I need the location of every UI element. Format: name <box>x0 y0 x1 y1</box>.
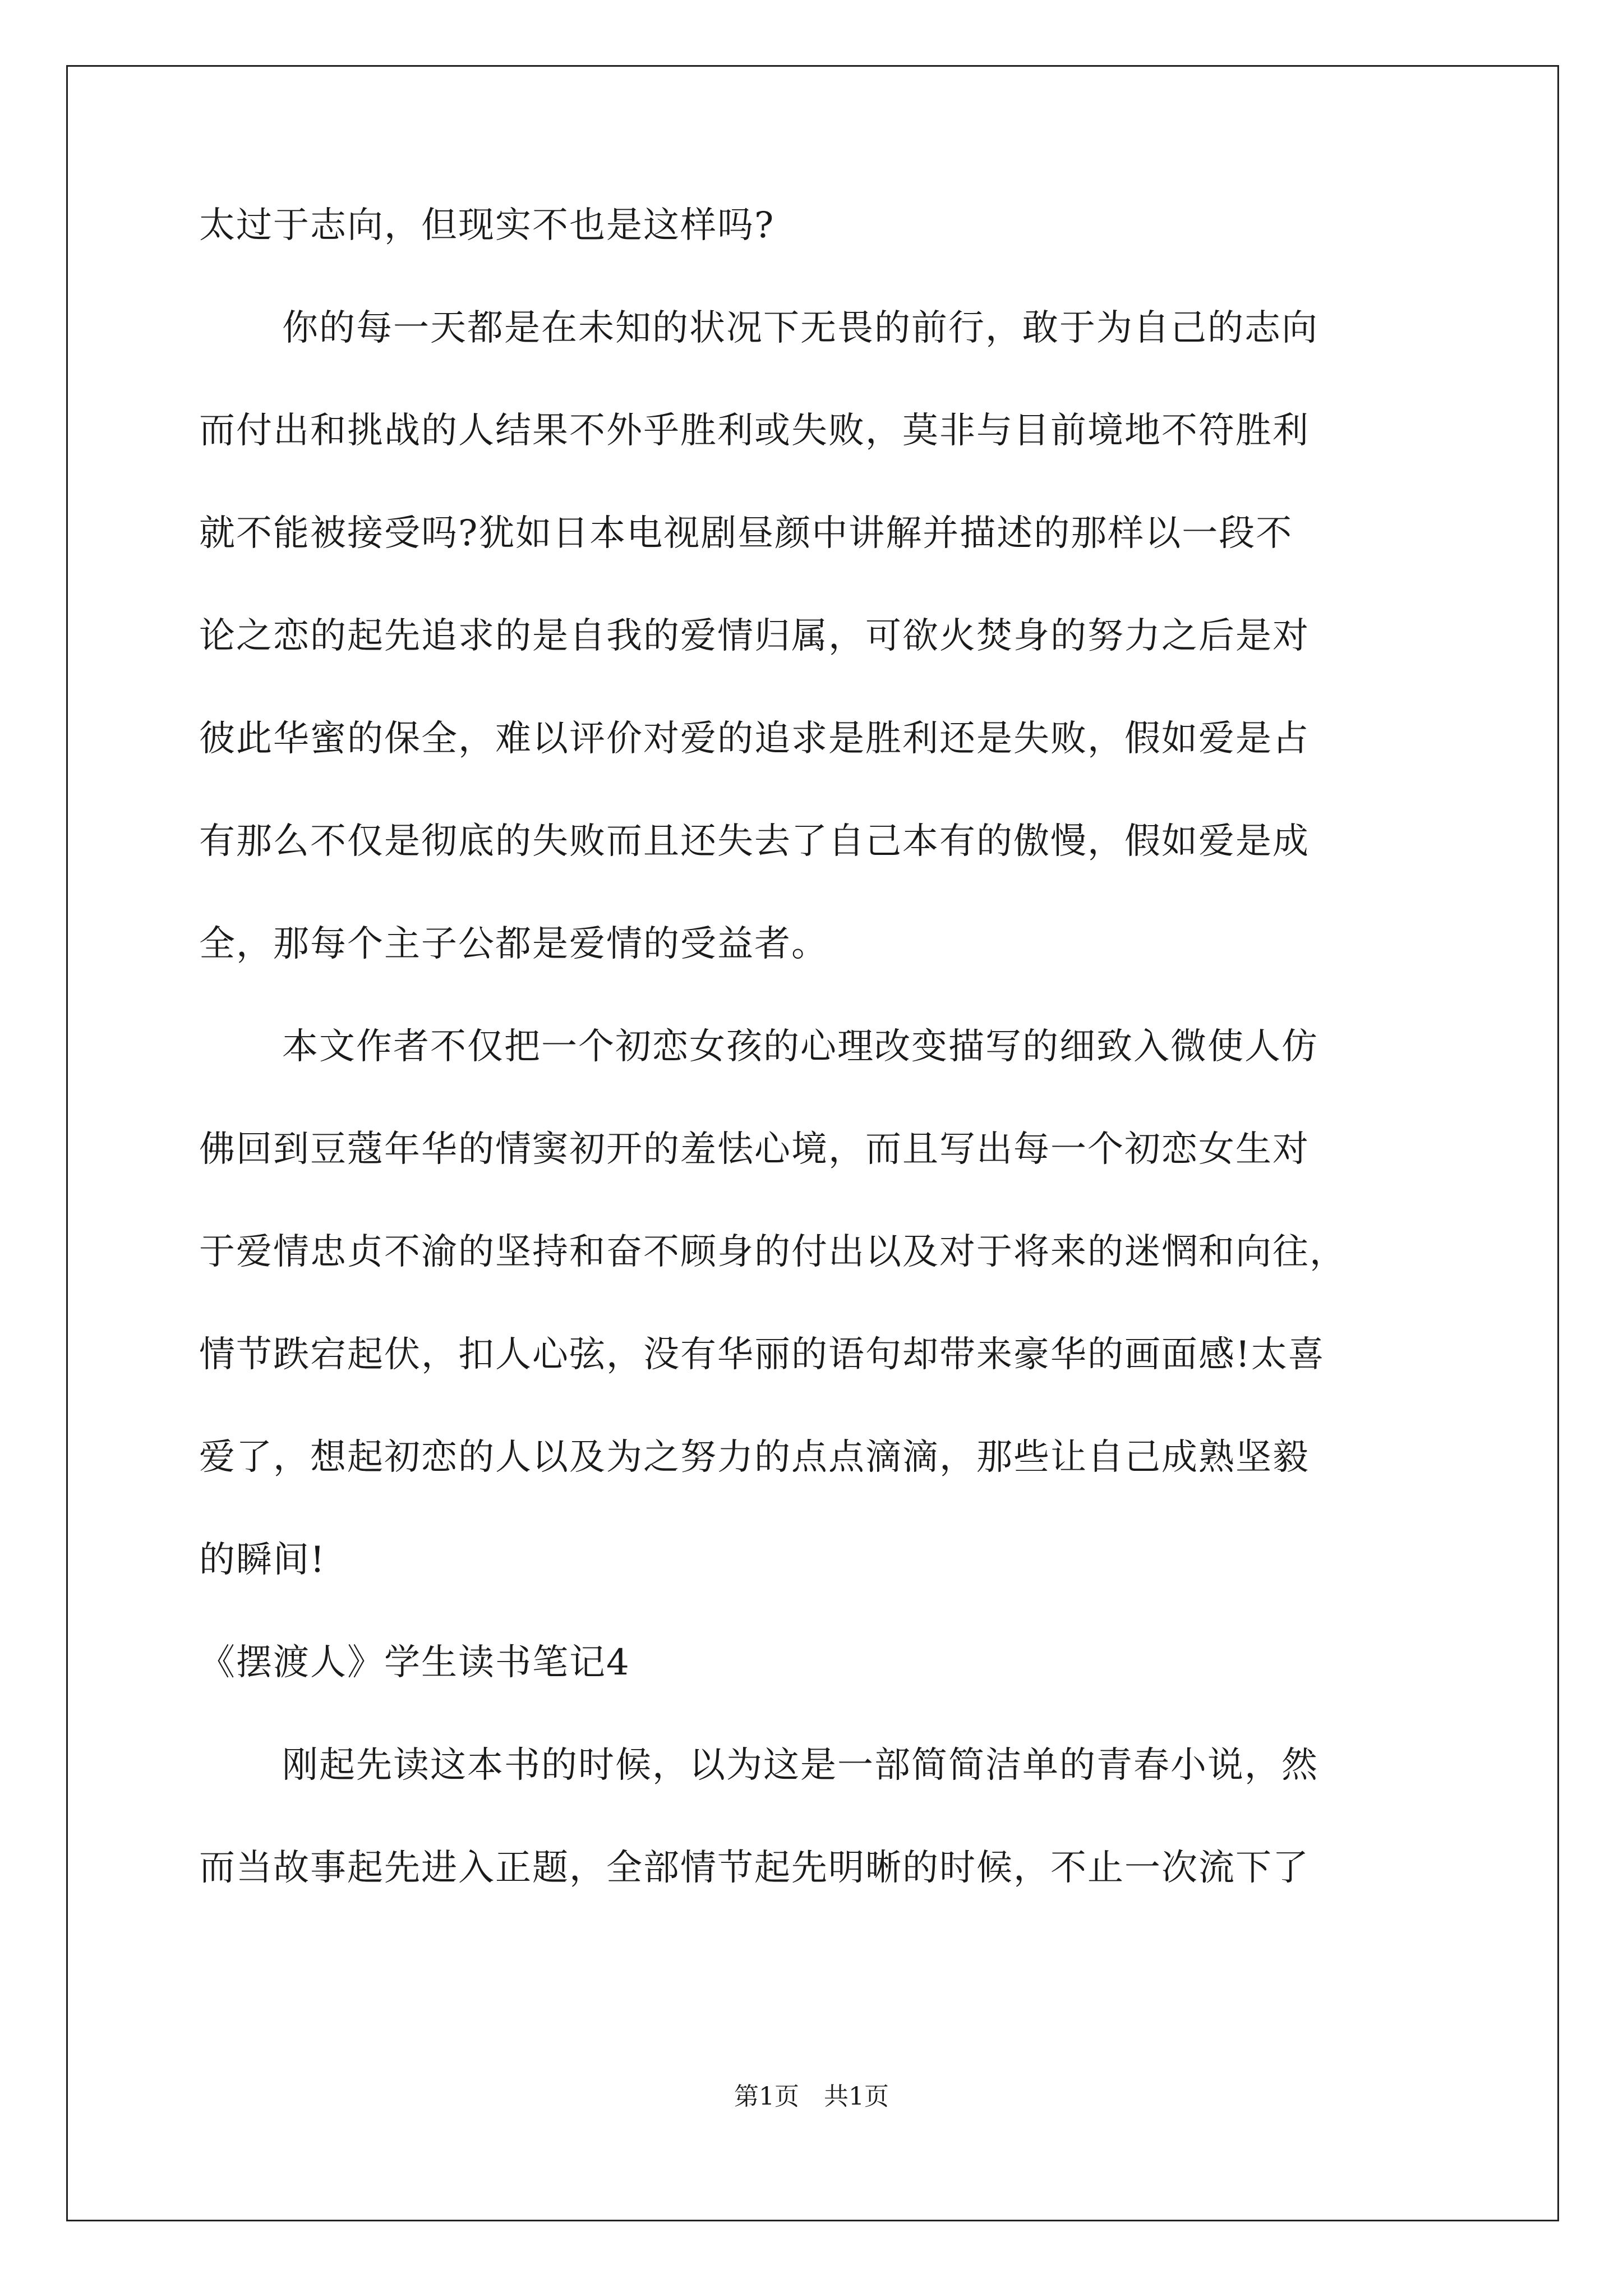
text-line: 就不能被接受吗?犹如日本电视剧昼颜中讲解并描述的那样以一段不 <box>199 513 1293 554</box>
text-line: 的瞬间! <box>199 1539 326 1581</box>
text-line: 而当故事起先进入正题，全部情节起先明晰的时候，不止一次流下了 <box>199 1847 1310 1889</box>
text-line: 情节跌宕起伏，扣人心弦，没有华丽的语句却带来豪华的画面感!太喜 <box>199 1334 1325 1375</box>
text-line: 而付出和挑战的人结果不外乎胜利或失败，莫非与目前境地不符胜利 <box>199 410 1310 452</box>
text-line: 爱了，想起初恋的人以及为之努力的点点滴滴，那些让自己成熟坚毅 <box>199 1437 1310 1478</box>
text-line: 佛回到豆蔻年华的情窦初开的羞怯心境，而且写出每一个初恋女生对 <box>199 1129 1310 1170</box>
paragraph-start-line: 刚起先读这本书的时候，以为这是一部简简洁单的青春小说，然 <box>282 1745 1318 1786</box>
text-line: 全，那每个主子公都是爱情的受益者。 <box>199 923 828 965</box>
text-line: 于爱情忠贞不渝的坚持和奋不顾身的付出以及对于将来的迷惘和向往， <box>199 1231 1347 1273</box>
text-line: 有那么不仅是彻底的失败而且还失去了自己本有的傲慢，假如爱是成 <box>199 821 1310 862</box>
paragraph-start-line: 本文作者不仅把一个初恋女孩的心理改变描写的细致入微使人仿 <box>282 1026 1318 1068</box>
paragraph-start-line: 你的每一天都是在未知的状况下无畏的前行，敢于为自己的志向 <box>282 307 1318 349</box>
text-line: 太过于志向，但现实不也是这样吗? <box>199 205 775 246</box>
text-line: 论之恋的起先追求的是自我的爱情归属，可欲火焚身的努力之后是对 <box>199 615 1310 657</box>
section-heading: 《摆渡人》学生读书笔记4 <box>199 1642 630 1683</box>
page-number-footer: 第1页 共1页 <box>734 2082 889 2111</box>
text-line: 彼此华蜜的保全，难以评价对爱的追求是胜利还是失败，假如爱是占 <box>199 718 1310 760</box>
